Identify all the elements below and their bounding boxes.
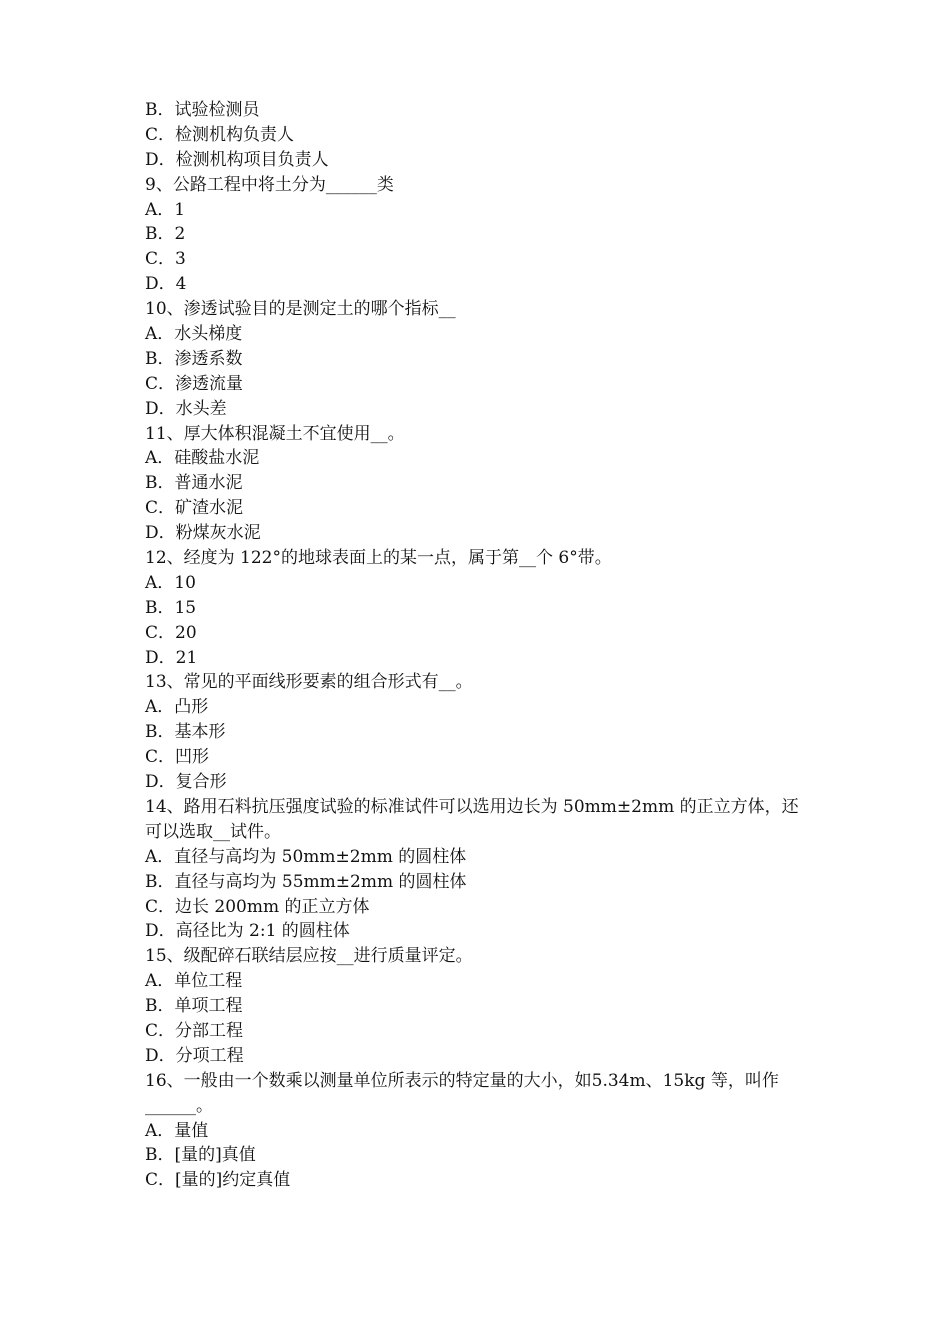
question-line: 14、路用石料抗压强度试验的标准试件可以选用边长为 50mm±2mm 的正立方体，还可以选取__试件。 [145,796,799,842]
option-line: D．粉煤灰水泥 [145,523,261,544]
option-line: D．复合形 [145,772,227,793]
option-line: D．分项工程 [145,1045,244,1066]
option-line: B．基本形 [145,722,226,743]
option-line: D．水头差 [145,398,227,419]
option-line: D．21 [145,647,198,668]
option-line: A．水头梯度 [145,324,243,345]
option-line: C．[量的]约定真值 [145,1170,291,1191]
question-line: 13、常见的平面线形要素的组合形式有__。 [145,672,473,693]
question-line: 9、公路工程中将土分为______类 [145,174,394,195]
option-line: A．直径与高均为 50mm±2mm 的圆柱体 [145,846,467,867]
option-line: C．检测机构负责人 [145,124,295,145]
option-line: A．单位工程 [145,971,243,992]
option-line: A．10 [145,572,196,593]
option-line: B．普通水泥 [145,473,243,494]
option-line: B．2 [145,224,186,245]
option-line: D．检测机构项目负责人 [145,149,329,170]
question-line: 12、经度为 122°的地球表面上的某一点，属于第__个 6°带。 [145,548,612,569]
question-line: 11、厚大体积混凝土不宜使用__。 [145,423,405,444]
option-line: B．试验检测员 [145,100,260,120]
option-line: A．量值 [145,1120,209,1141]
option-line: C．3 [145,249,186,270]
question-line: 10、渗透试验目的是测定土的哪个指标__ [145,299,456,320]
option-line: C．凹形 [145,747,210,768]
question-list [145,98,815,1193]
option-line: C．渗透流量 [145,373,244,394]
option-line: B．[量的]真值 [145,1145,256,1166]
option-line: C．矿渣水泥 [145,498,244,519]
option-line: A．凸形 [145,697,209,718]
question-line: 16、一般由一个数乘以测量单位所表示的特定量的大小，如5.34m、15kg 等，叫作______。 [145,1070,779,1116]
option-line: D．高径比为 2:1 的圆柱体 [145,921,350,942]
option-line: B．直径与高均为 55mm±2mm 的圆柱体 [145,871,467,892]
question-line: 15、级配碎石联结层应按__进行质量评定。 [145,946,473,967]
option-line: C．分部工程 [145,1020,244,1041]
option-line: B．15 [145,597,197,618]
option-line: D．4 [145,274,187,295]
option-line: B．单项工程 [145,996,243,1017]
option-line: C．20 [145,622,197,643]
option-line: B．渗透系数 [145,348,243,369]
option-line: A．1 [145,199,186,220]
option-line: C．边长 200mm 的正立方体 [145,896,370,917]
option-line: A．硅酸盐水泥 [145,448,260,469]
